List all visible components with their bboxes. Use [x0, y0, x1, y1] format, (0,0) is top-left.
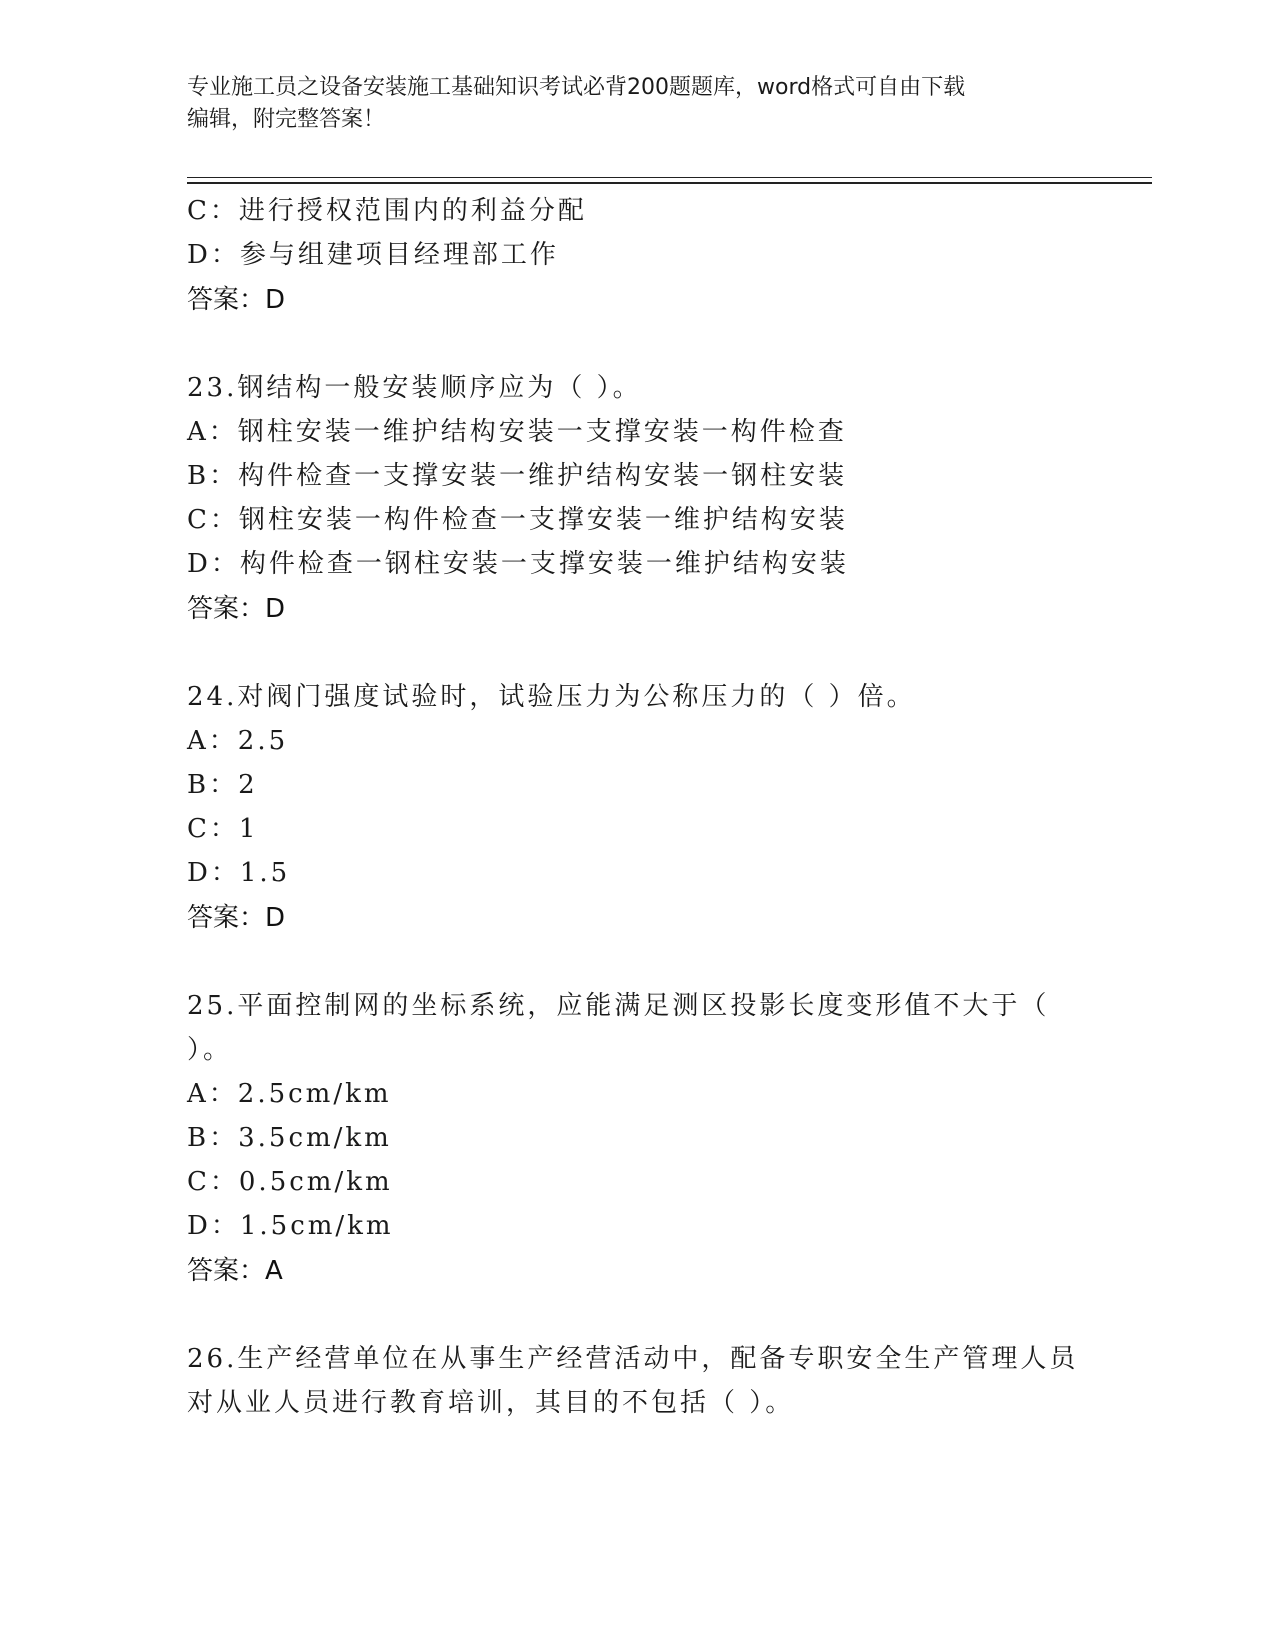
q22-answer: 答案：D	[187, 285, 286, 315]
q23-option-a: A：钢柱安装一维护结构安装一支撑安装一构件检查	[187, 417, 847, 447]
q23-option-b: B：构件检查一支撑安装一维护结构安装一钢柱安装	[187, 461, 848, 491]
q26-question-line-1: 26.生产经营单位在从事生产经营活动中，配备专职安全生产管理人员	[187, 1344, 1079, 1374]
q24-option-b: B：2	[187, 770, 258, 800]
header-line-1: 专业施工员之设备安装施工基础知识考试必背200题题库，word格式可自由下载	[187, 75, 966, 100]
q25-option-a: A：2.5cm/km	[187, 1079, 392, 1109]
header-divider-thin	[187, 177, 1152, 178]
q25-question-line-2: ）。	[187, 1035, 233, 1065]
header-divider-thick	[187, 182, 1152, 184]
q24-option-a: A：2.5	[187, 726, 289, 756]
q25-option-d: D：1.5cm/km	[187, 1211, 394, 1241]
q24-option-c: C：1	[187, 814, 259, 844]
q26-question-line-2: 对从业人员进行教育培训，其目的不包括（ ）。	[187, 1388, 795, 1418]
q24-option-d: D：1.5	[187, 858, 291, 888]
q25-option-b: B：3.5cm/km	[187, 1123, 392, 1153]
q25-answer: 答案：A	[187, 1256, 283, 1286]
header-line-2: 编辑，附完整答案！	[187, 107, 386, 132]
q24-question: 24.对阀门强度试验时，试验压力为公称压力的（ ）倍。	[187, 682, 916, 712]
q23-question: 23.钢结构一般安装顺序应为（ ）。	[187, 373, 642, 403]
q22-option-c: C：进行授权范围内的利益分配	[187, 196, 587, 226]
q23-option-d: D：构件检查一钢柱安装一支撑安装一维护结构安装	[187, 549, 849, 579]
q23-option-c: C：钢柱安装一构件检查一支撑安装一维护结构安装	[187, 505, 848, 535]
page-header	[187, 72, 1067, 136]
q23-answer: 答案：D	[187, 594, 286, 624]
q24-answer: 答案：D	[187, 903, 286, 933]
q25-option-c: C：0.5cm/km	[187, 1167, 393, 1197]
q25-question-line-1: 25.平面控制网的坐标系统，应能满足测区投影长度变形值不大于（	[187, 991, 1050, 1021]
q22-option-d: D：参与组建项目经理部工作	[187, 240, 559, 270]
